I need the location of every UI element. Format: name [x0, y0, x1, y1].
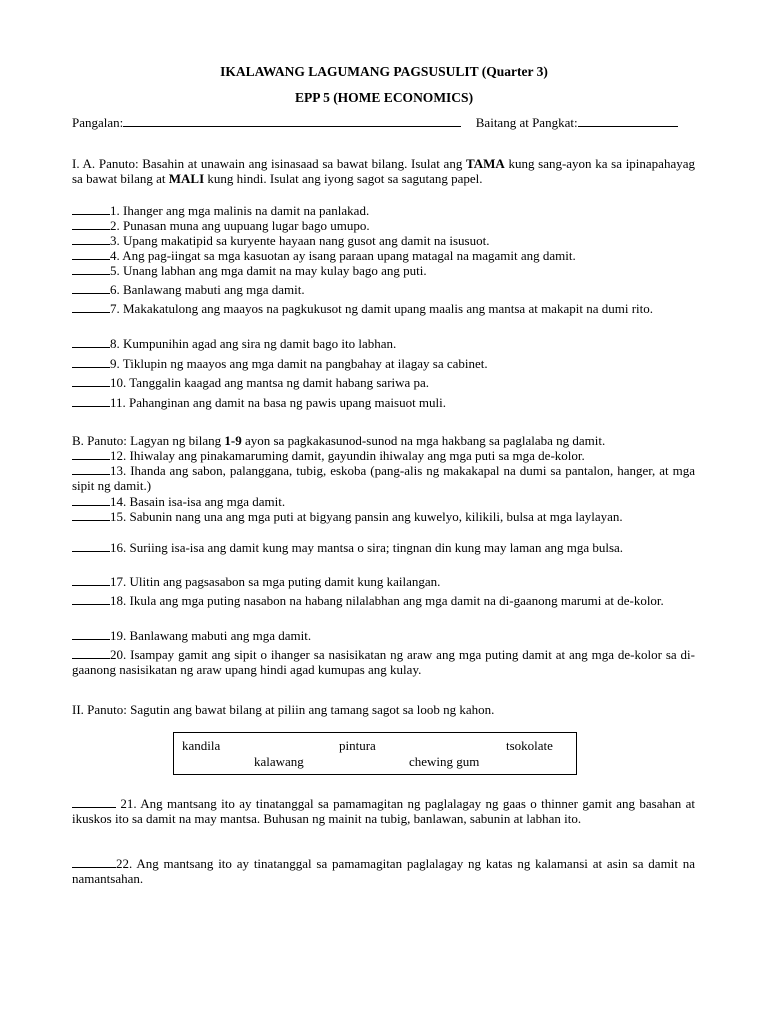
answer-blank[interactable] — [72, 395, 110, 407]
choice-kalawang: kalawang — [254, 754, 304, 769]
grade-field[interactable] — [578, 115, 678, 127]
name-grade-row — [72, 115, 695, 131]
list-item: 13. Ihanda ang sabon, palanggana, tubig, eskoba (pang-alis ng makakapal na dumi sa pantalon, hanger, at mga sipit ng damit.) — [72, 463, 695, 493]
list-item: 11. Pahanginan ang damit na basa ng pawis upang maisuot muli. — [72, 395, 446, 410]
answer-blank[interactable] — [72, 336, 110, 348]
answer-blank[interactable] — [72, 796, 116, 808]
answer-blank[interactable] — [72, 375, 110, 387]
page-title: IKALAWANG LAGUMANG PAGSUSULIT (Quarter 3) — [220, 64, 548, 79]
range-keyword: 1-9 — [224, 433, 242, 448]
choice-pintura: pintura — [339, 738, 376, 753]
answer-blank[interactable] — [72, 248, 110, 260]
answer-blank[interactable] — [72, 203, 110, 215]
list-item: 10. Tanggalin kaagad ang mantsa ng damit habang sariwa pa. — [72, 375, 429, 390]
list-item: 12. Ihiwalay ang pinakamaruming damit, gayundin ihiwalay ang mga puti sa mga de-kolor. — [72, 448, 585, 463]
list-item: 17. Ulitin ang pagsasabon sa mga puting damit kung kailangan. — [72, 574, 440, 589]
list-item: 1. Ihanger ang mga malinis na damit na panlakad. — [72, 203, 369, 218]
list-item: 19. Banlawang mabuti ang mga damit. — [72, 628, 311, 643]
list-item: 2. Punasan muna ang uupuang lugar bago umupo. — [72, 218, 370, 233]
answer-blank[interactable] — [72, 647, 110, 659]
page-subtitle: EPP 5 (HOME ECONOMICS) — [294, 90, 474, 105]
list-item: 14. Basain isa-isa ang mga damit. — [72, 494, 285, 509]
list-item: 18. Ikula ang mga puting nasabon na habang nilalabhan ang mga damit na di-gaanong marumi at de-kolor. — [72, 593, 695, 608]
answer-blank[interactable] — [72, 463, 110, 475]
answer-blank[interactable] — [72, 301, 110, 313]
choices-box — [173, 732, 577, 775]
list-item: 9. Tiklupin ng maayos ang mga damit na pangbahay at ilagay sa cabinet. — [72, 356, 488, 371]
grade-label: Baitang at Pangkat: — [475, 115, 578, 130]
list-item: 4. Ang pag-iingat sa mga kasuotan ay isang paraan upang matagal na magamit ang damit. — [72, 248, 576, 263]
list-item: 20. Isampay gamit ang sipit o ihanger sa nasisikatan ng araw ang mga puting damit at ang mga de-kolor sa di-gaanong nasisikatan ng araw upang hindi agad kumupas ang kulay. — [72, 647, 695, 677]
list-item: 3. Upang makatipid sa kuryente hayaan nang gusot ang damit na isusuot. — [72, 233, 489, 248]
answer-blank[interactable] — [72, 574, 110, 586]
list-item: 15. Sabunin nang una ang mga puti at bigyang pansin ang kuwelyo, kilikili, bulsa at mga laylayan. — [72, 509, 695, 524]
name-label: Pangalan: — [72, 115, 124, 130]
list-item: 8. Kumpunihin agad ang sira ng damit bago ito labhan. — [72, 336, 396, 351]
part2-instructions: II. Panuto: Sagutin ang bawat bilang at piliin ang tamang sagot sa loob ng kahon. — [72, 702, 495, 717]
list-item: 6. Banlawang mabuti ang mga damit. — [72, 282, 305, 297]
answer-blank[interactable] — [72, 263, 110, 275]
answer-blank[interactable] — [72, 356, 110, 368]
partB-instructions: B. Panuto: Lagyan ng bilang 1-9 ayon sa pagkakasunod-sunod na mga hakbang sa paglalaba ng damit. — [72, 433, 606, 448]
answer-blank[interactable] — [72, 233, 110, 245]
question-21: 21. Ang mantsang ito ay tinatanggal sa pamamagitan ng paglalagay ng gaas o thinner gamit ang basahan at ikuskos ito sa damit na may mantsa. Buhusan ng mainit na tubig, banlawan, sabunin at labhan ito. — [72, 796, 696, 826]
answer-blank[interactable] — [72, 593, 110, 605]
choice-kandila: kandila — [182, 738, 221, 753]
tama-keyword: TAMA — [466, 156, 505, 171]
mali-keyword: MALI — [168, 171, 205, 186]
list-item: 5. Unang labhan ang mga damit na may kulay bago ang puti. — [72, 263, 427, 278]
answer-blank[interactable] — [72, 448, 110, 460]
choice-chewing-gum: chewing gum — [409, 754, 480, 769]
answer-blank[interactable] — [72, 509, 110, 521]
name-field[interactable] — [123, 115, 461, 127]
answer-blank[interactable] — [72, 282, 110, 294]
answer-blank[interactable] — [72, 218, 110, 230]
choice-tsokolate: tsokolate — [506, 738, 553, 753]
answer-blank[interactable] — [72, 628, 110, 640]
question-22: 22. Ang mantsang ito ay tinatanggal sa pamamagitan paglalagay ng katas ng kalamansi at asin sa damit na namantsahan. — [72, 856, 695, 886]
list-item: 7. Makakatulong ang maayos na pagkukusot ng damit upang maalis ang mantsa at makapit na dumi rito. — [72, 301, 695, 316]
answer-blank[interactable] — [72, 856, 116, 868]
answer-blank[interactable] — [72, 494, 110, 506]
list-item: 16. Suriing isa-isa ang damit kung may mantsa o sira; tingnan din kung may laman ang mga bulsa. — [72, 540, 695, 555]
answer-blank[interactable] — [72, 540, 110, 552]
part1-instructions: I. A. Panuto: Basahin at unawain ang isinasaad sa bawat bilang. Isulat ang TAMA kung sang-ayon ka sa ipinapahayag sa bawat bilang at MALI kung hindi. Isulat ang iyong sagot sa sagutang papel. — [72, 156, 695, 186]
